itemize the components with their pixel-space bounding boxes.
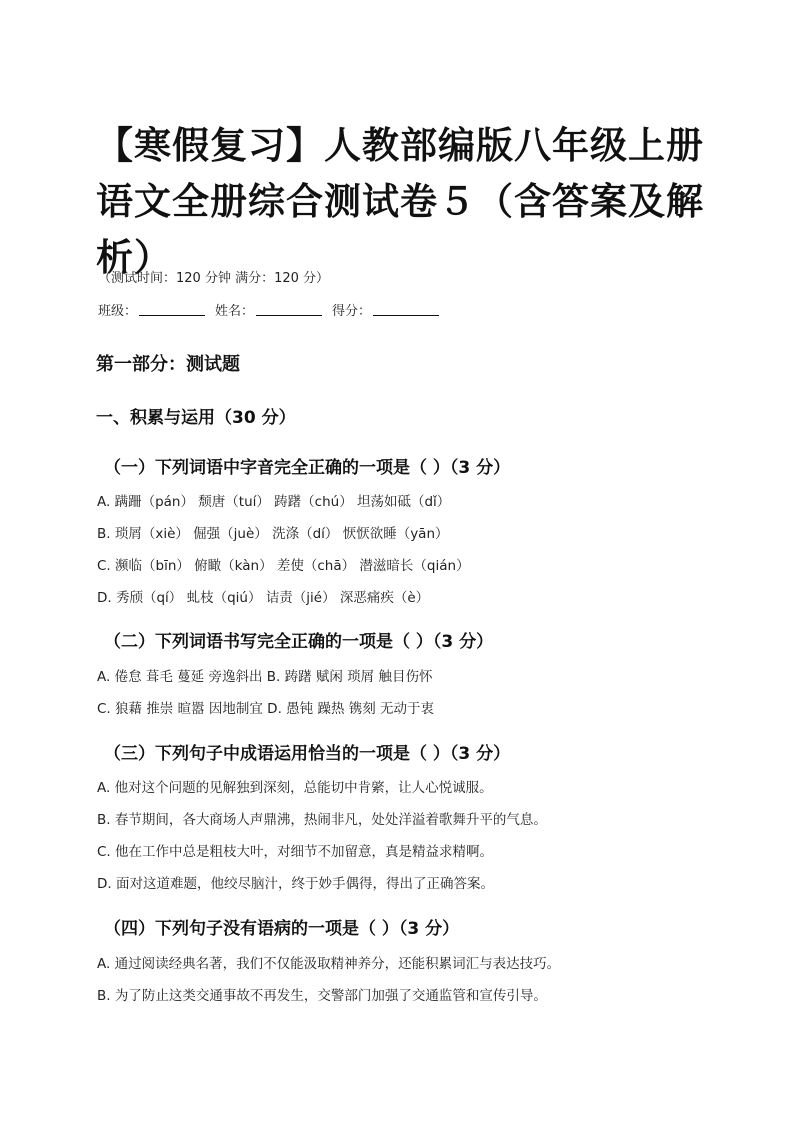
option-d: D. 秀颀（qí） 虬枝（qiú） 诘责（jié） 深恶痛疾（è） [97,590,430,606]
option-ab: A. 倦怠 葺毛 蔓延 旁逸斜出 B. 踌躇 赋闲 琐屑 触目伤怀 [97,669,433,685]
option-d: D. 面对这道难题，他绞尽脑汁，终于妙手偶得，得出了正确答案。 [97,876,494,892]
part-heading: 第一部分：测试题 [96,354,240,375]
option-c: C. 濒临（bīn） 俯瞰（kàn） 差使（chā） 潜滋暗长（qián） [97,558,470,574]
option-c: C. 他在工作中总是粗枝大叶，对细节不加留意，真是精益求精啊。 [97,844,494,860]
option-a: A. 通过阅读经典名著，我们不仅能汲取精神养分，还能积累词汇与表达技巧。 [97,956,561,972]
option-a: A. 蹒跚（pán） 颓唐（tuí） 踌躇（chú） 坦荡如砥（dǐ） [97,494,451,510]
score-label: 得分： [332,304,372,319]
question-stem: （四）下列句子没有语病的一项是（ ）（3 分） [104,919,460,939]
option-cd: C. 狼藉 推崇 暄嚣 因地制宜 D. 愚钝 躁热 镌刻 无动于衷 [97,701,435,717]
class-label: 班级： [98,304,138,319]
section-heading: 一、积累与运用（30 分） [96,408,296,428]
name-blank [256,303,322,316]
option-a: A. 他对这个问题的见解独到深刻，总能切中肯綮，让人心悦诚服。 [97,780,493,796]
option-b: B. 为了防止这类交通事故不再发生，交警部门加强了交通监管和宣传引导。 [97,988,547,1004]
student-info-row [98,303,449,321]
option-b: B. 琐屑（xiè） 倔强（juè） 洗涤（dí） 恹恹欲睡（yān） [97,526,449,542]
option-b: B. 春节期间，各大商场人声鼎沸，热闹非凡，处处洋溢着歌舞升平的气息。 [97,812,547,828]
class-blank [139,303,205,316]
question-stem: （二）下列词语书写完全正确的一项是（ ）（3 分） [104,632,494,652]
question-stem: （三）下列句子中成语运用恰当的一项是（ ）（3 分） [104,744,511,764]
question-stem: （一）下列词语中字音完全正确的一项是（ ）（3 分） [104,458,511,478]
name-label: 姓名： [215,304,255,319]
document-title: 【寒假复习】人教部编版八年级上册语文全册综合测试卷５（含答案及解析） [96,124,704,279]
score-blank [373,303,439,316]
test-info: （测试时间：120 分钟 满分：120 分） [98,271,330,286]
